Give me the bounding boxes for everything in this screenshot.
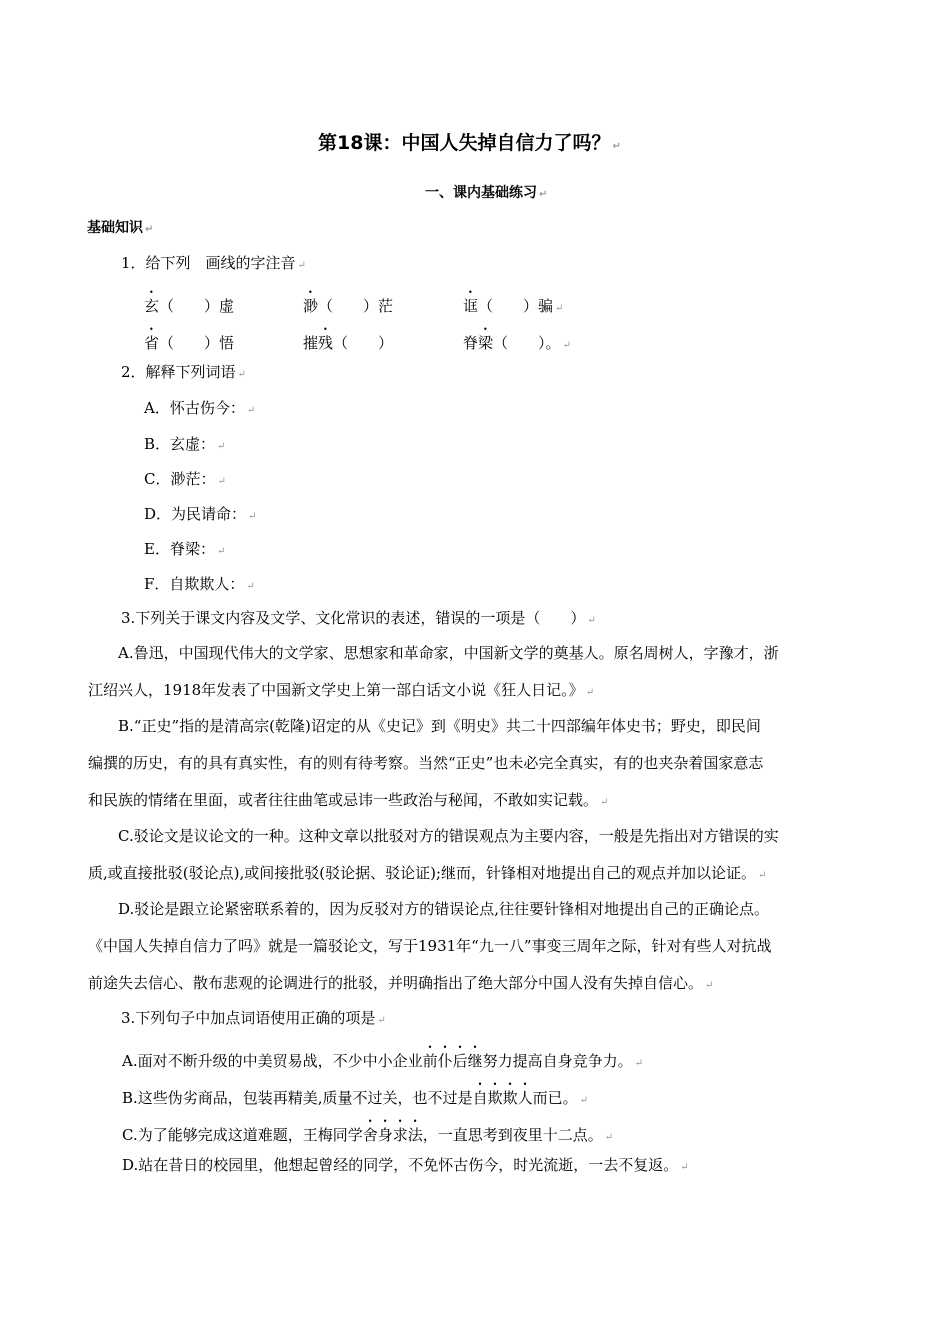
q2-item: B．玄虚： ↵ [144, 435, 226, 453]
section-heading: 一、课内基础练习 ↵ [425, 185, 548, 201]
q3-option-a: 江绍兴人，1918年发表了中国新文学史上第一部白话文小说《狂人日记。》 ↵ [88, 681, 595, 699]
q3-option-a: A.鲁迅，中国现代伟大的文学家、思想家和革命家，中国新文学的奠基人。原名周树人，字豫才，浙 [118, 644, 779, 662]
q2-stem: 2．解释下列词语 ↵ [121, 363, 246, 381]
q1-stem: 1．给下列 画线的字注音 ↵ [121, 254, 306, 272]
q2-item: C．渺茫： ↵ [144, 470, 226, 488]
q3-option-c: 质,或直接批驳(驳论点),或间接批驳(驳论据、驳论证);继而，针锋相对地提出自己的观点并加以论证。 ↵ [88, 864, 767, 882]
q4-stem: 3.下列句子中加点词语使用正确的项是 ↵ [121, 1009, 386, 1027]
q2-item: F．自欺欺人： ↵ [144, 575, 255, 593]
q3-option-d: D.驳论是跟立论紧密联系着的，因为反驳对方的错误论点,往往要针锋相对地提出自己的正确论点。 [118, 900, 770, 918]
subsection-heading: 基础知识 ↵ [87, 220, 154, 236]
page-title: 第18课：中国人失掉自信力了吗？ ↵ [318, 132, 621, 154]
q3-option-b: 编撰的历史，有的具有真实性，有的则有待考察。当然“正史”也未必完全真实，有的也夹杂着国家意志 [88, 754, 764, 772]
q4-option-d: D.站在昔日的校园里，他想起曾经的同学，不免怀古伤今，时光流逝，一去不复返。 ↵ [122, 1156, 689, 1174]
q1-item: 玄（ ）虚 [144, 297, 235, 315]
q1-item: 省（ ）悟 [144, 334, 235, 352]
q2-item: E．脊梁： ↵ [144, 540, 226, 558]
q3-option-d: 《中国人失掉自信力了吗》就是一篇驳论文，写于1931年“九一八”事变三周年之际，针对有些人对抗战 [88, 937, 772, 955]
q1-item: 摧残（ ） [303, 334, 394, 352]
q1-item: 诓（ ）骗 ↵ [463, 297, 564, 315]
q3-option-d: 前途失去信心、散布悲观的论调进行的批驳，并明确指出了绝大部分中国人没有失掉自信心。 ↵ [88, 974, 714, 992]
q2-item: D．为民请命： ↵ [144, 505, 257, 523]
q4-option-b: B.这些伪劣商品，包装再精美,质量不过关，也不过是自欺欺人而已。 ↵ [122, 1089, 588, 1107]
q3-stem: 3.下列关于课文内容及文学、文化常识的表述，错误的一项是（ ） ↵ [121, 609, 596, 627]
q4-option-c: C.为了能够完成这道难题，王梅同学舍身求法，一直思考到夜里十二点。 ↵ [122, 1126, 614, 1144]
q1-item: 脊梁（ ）。 ↵ [463, 334, 571, 352]
q1-item: 渺（ ）茫 [303, 297, 394, 315]
q4-option-a: A.面对不断升级的中美贸易战，不少中小企业前仆后继努力提高自身竞争力。 ↵ [122, 1052, 644, 1070]
q3-option-b: 和民族的情绪在里面，或者往往曲笔或忌讳一些政治与秘闻，不敢如实记载。 ↵ [88, 791, 609, 809]
q3-option-c: C.驳论文是议论文的一种。这种文章以批驳对方的错误观点为主要内容，一般是先指出对方错误的实 [118, 827, 779, 845]
q3-option-b: B.“正史”指的是清高宗(乾隆)诏定的从《史记》到《明史》共二十四部编年体史书；野史，即民间 [118, 717, 761, 735]
q2-item: A．怀古伤今： ↵ [144, 399, 256, 417]
